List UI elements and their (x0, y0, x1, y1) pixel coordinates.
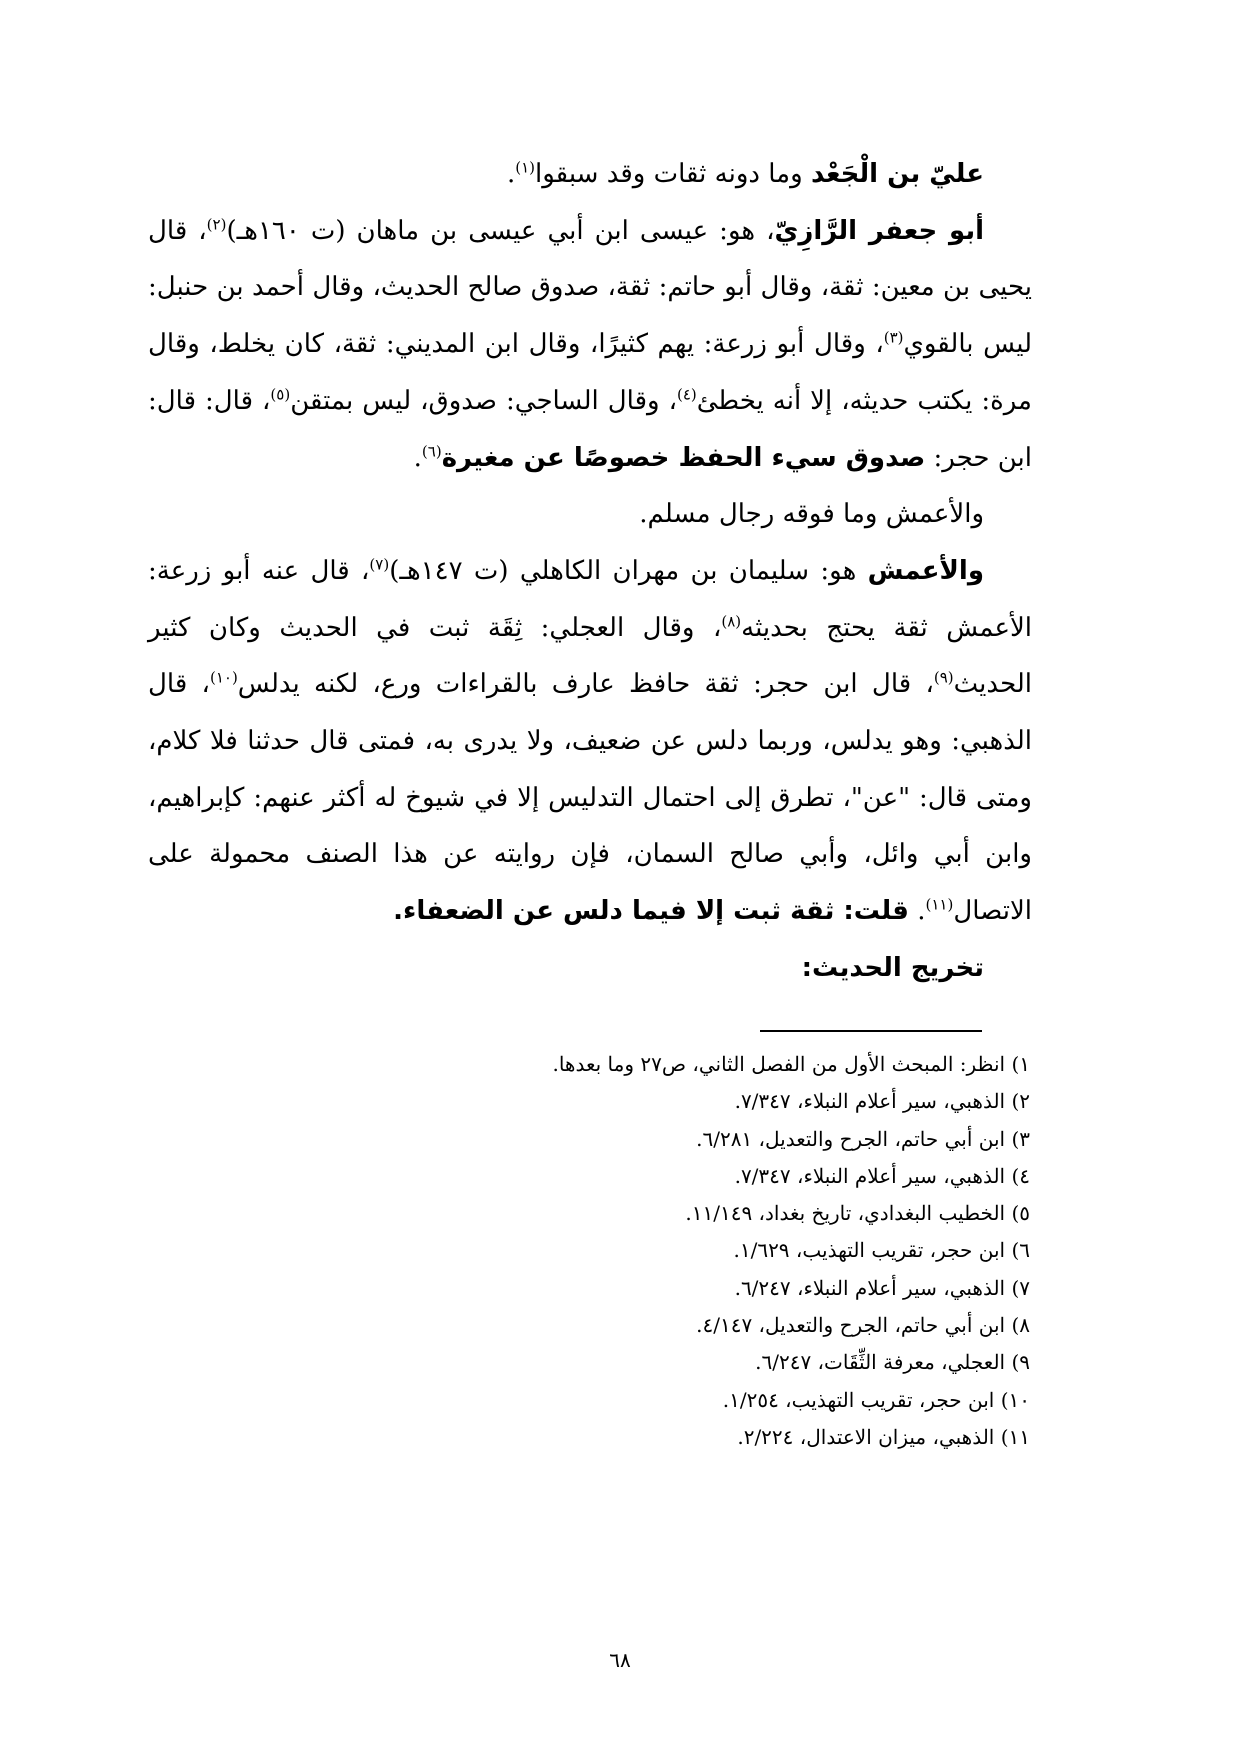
footnote-ref[interactable]: (٩) (933, 668, 954, 687)
footnote-item: ١١) الذهبي، ميزان الاعتدال، ٢/٢٢٤. (737, 1424, 1030, 1449)
paragraph-text: ، وقال الساجي: صدوق، ليس بمتقن (290, 385, 677, 416)
narrator-name: أبو جعفر الرَّازِيّ (774, 215, 984, 246)
paragraph-text: . (413, 442, 422, 473)
footnote-ref[interactable]: (٧) (369, 555, 390, 574)
footnote-item: ٧) الذهبي، سير أعلام النبلاء، ٦/٢٤٧. (734, 1275, 1030, 1300)
footnote-item: ٩) العجلي، معرفة الثِّقَات، ٦/٢٤٧. (755, 1350, 1030, 1375)
paragraph-text: ، وقال العجلي: ثِقَة ثبت في الحديث وكان كثير الحديث (148, 612, 1032, 700)
footnote-ref[interactable]: (٨) (721, 611, 742, 630)
footnotes (148, 1046, 1030, 1456)
paragraph-text: ، قال: قال: ابن حجر: (148, 385, 1032, 473)
footnote-item: ٦) ابن حجر، تقريب التهذيب، ١/٦٢٩. (733, 1238, 1030, 1263)
footnote-ref[interactable]: (٤) (676, 385, 697, 404)
paragraph-text: ، هو: عيسى ابن أبي عيسى بن ماهان (ت ١٦٠هـ) (226, 215, 775, 246)
footnote-item: ١) انظر: المبحث الأول من الفصل الثاني، ص٢٧ وما بعدها. (552, 1052, 1030, 1076)
main-text (148, 146, 1032, 997)
footnote-item: ١٠) ابن حجر، تقريب التهذيب، ١/٢٥٤. (722, 1387, 1030, 1412)
narrator-name: عليّ بن الْجَعْد (810, 159, 984, 189)
paragraph-3: والأعمش وما فوقه رجال مسلم. (639, 499, 984, 530)
paragraph-text: . (908, 896, 926, 927)
footnote-ref[interactable]: (٦) (421, 441, 442, 460)
footnote-item: ٢) الذهبي، سير أعلام النبلاء، ٧/٣٤٧. (734, 1089, 1030, 1114)
footnote-ref[interactable]: (١٠) (209, 668, 238, 687)
paragraph-text: هو: سليمان بن مهران الكاهلي (ت ١٤٧هـ) (389, 555, 868, 586)
footnote-item: ٥) الخطيب البغدادي، تاريخ بغداد، ١١/١٤٩. (685, 1201, 1030, 1226)
footnote-ref[interactable]: (١) (515, 158, 536, 177)
narrator-name: والأعمش (867, 555, 984, 586)
footnote-item: ٨) ابن أبي حاتم، الجرح والتعديل، ٤/١٤٧. (696, 1313, 1030, 1338)
paragraph-text: ، قال عنه أبو زرعة: الأعمش ثقة يحتج بحديثه (148, 555, 1033, 643)
footnote-ref[interactable]: (٢) (206, 215, 227, 234)
paragraph-text: ، وقال أبو زرعة: يهم كثيرًا، وقال ابن المديني: ثقة، كان يخلط، وقال مرة: يكتب حديثه، إلا أنه يخطئ (148, 329, 1032, 416)
footnote-ref[interactable]: (٣) (883, 328, 904, 347)
footnote-separator (760, 1030, 982, 1032)
section-heading: تخريج الحديث: (801, 952, 984, 983)
footnote-ref[interactable]: (١١) (925, 895, 954, 914)
paragraph-text: ، قال الذهبي: وهو يدلس، وربما دلس عن ضعيف، ولا يدرى به، فمتى قال حدثنا فلا كلام، ومتى قال: "عن"، تطرق إلى احتمال التدليس إلا في شيوخ له أكثر عنهم: كإبراهيم، وابن أبي وائل، وأبي صالح السمان، فإن روايته عن هذا الصنف محمولة على الاتصال (148, 669, 1032, 927)
paragraph-text: ، قال يحيى بن معين: ثقة، وقال أبو حاتم: ثقة، صدوق صالح الحديث، وقال أحمد بن حنبل: ليس بالقوي (148, 215, 1032, 360)
paragraph-2 (148, 203, 1032, 487)
paragraph-text: ، قال ابن حجر: ثقة حافظ عارف بالقراءات ورع، لكنه يدلس (237, 669, 934, 700)
paragraph-4 (148, 543, 1032, 940)
paragraph-text: وما دونه ثقات وقد سبقوا (535, 159, 811, 189)
verdict-text: قلت: ثقة ثبت إلا فيما دلس عن الضعفاء. (393, 896, 909, 927)
footnote-item: ٣) ابن أبي حاتم، الجرح والتعديل، ٦/٢٨١. (696, 1126, 1030, 1151)
footnote-item: ٤) الذهبي، سير أعلام النبلاء، ٧/٣٤٧. (734, 1163, 1030, 1188)
paragraph-text: . (506, 159, 516, 189)
paragraph-1 (148, 146, 1032, 203)
verdict-text: صدوق سيء الحفظ خصوصًا عن مغيرة (441, 442, 926, 473)
footnote-ref[interactable]: (٥) (270, 385, 291, 404)
page-number: ٦٨ (609, 1648, 631, 1672)
